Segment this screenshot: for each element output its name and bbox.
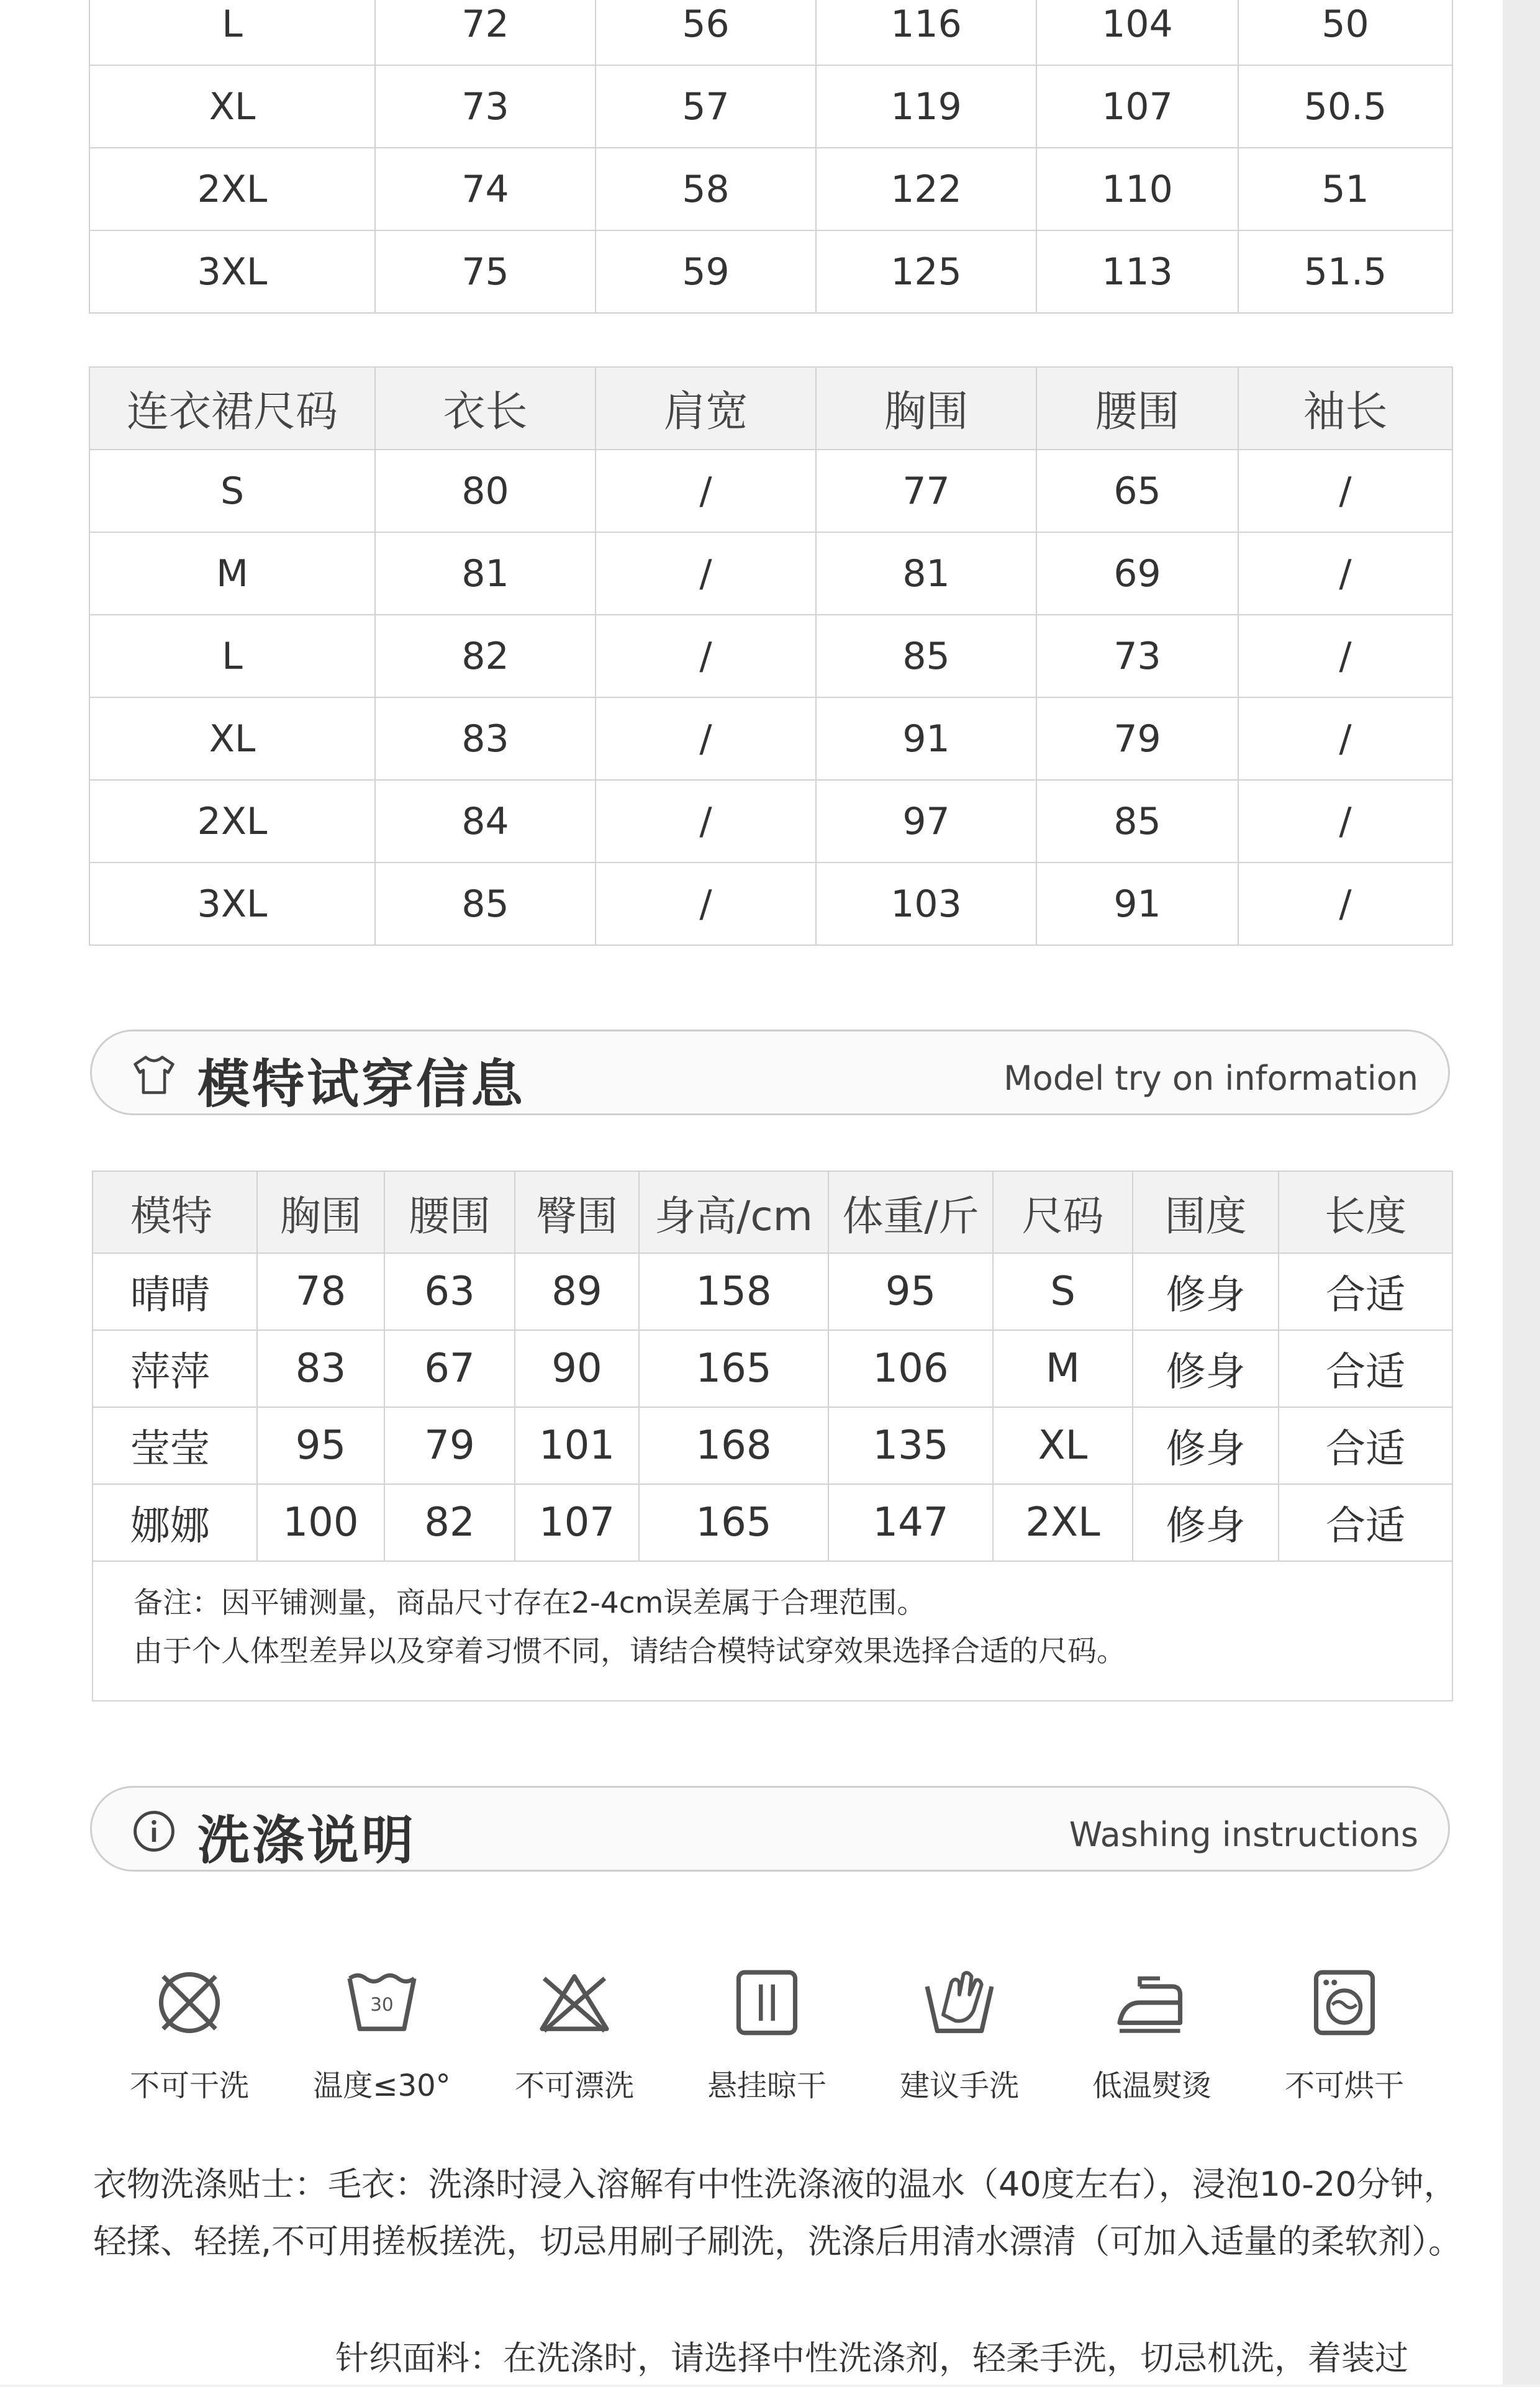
wash-item-hand-wash: 建议手洗 (872, 1962, 1046, 2104)
table-cell: / (596, 532, 816, 615)
wash-item-no-bleach: 不可漂洗 (487, 1962, 661, 2104)
table-cell: / (1238, 450, 1452, 532)
table-cell: / (1238, 863, 1452, 945)
table-header-cell: 胸围 (816, 367, 1036, 450)
table-cell: 77 (816, 450, 1036, 532)
table-header-cell: 衣长 (375, 367, 596, 450)
wash-item-wash-30: 30 温度≤30° (295, 1962, 469, 2104)
table-cell: 65 (1036, 450, 1238, 532)
table-row (93, 1253, 1452, 1330)
table-row (93, 1484, 1452, 1561)
table-cell: 84 (375, 780, 596, 863)
info-icon (130, 1808, 178, 1855)
table-cell: 147 (828, 1484, 993, 1561)
table-cell: 67 (384, 1330, 515, 1407)
low-iron-icon (1112, 1962, 1192, 2043)
table-cell: 106 (828, 1330, 993, 1407)
table-cell: 165 (639, 1330, 828, 1407)
table-cell: L (89, 615, 375, 697)
table-cell: / (596, 780, 816, 863)
table-cell: 修身 (1133, 1407, 1279, 1484)
wash-item-no-tumble-dry: 不可烘干 (1257, 1962, 1431, 2104)
table-cell: 95 (828, 1253, 993, 1330)
table-cell: M (993, 1330, 1133, 1407)
table-cell: 89 (515, 1253, 639, 1330)
table-cell: 158 (639, 1253, 828, 1330)
table-cell: 110 (1036, 148, 1238, 230)
table-row (89, 230, 1452, 313)
table-cell: 107 (1036, 65, 1238, 148)
table-row (89, 532, 1452, 615)
table-cell: 73 (1036, 615, 1238, 697)
table-header-cell: 腰围 (1036, 367, 1238, 450)
table-cell: 85 (1036, 780, 1238, 863)
table-cell: 100 (257, 1484, 384, 1561)
table-cell: 莹莹 (93, 1407, 257, 1484)
table-cell: 合适 (1279, 1407, 1452, 1484)
table-header-cell: 模特 (93, 1171, 257, 1253)
table-header-cell: 长度 (1279, 1171, 1452, 1253)
svg-text:30: 30 (370, 1994, 394, 2015)
table-cell: 59 (596, 230, 816, 313)
table-cell: 3XL (89, 863, 375, 945)
washing-banner (90, 1786, 1450, 1872)
table-cell: 103 (816, 863, 1036, 945)
table-row (89, 615, 1452, 697)
no-tumble-dry-icon (1304, 1962, 1385, 2043)
washing-title: 洗涤说明 (197, 1810, 417, 1871)
washing-subtitle: Washing instructions (1069, 1815, 1418, 1854)
wash-item-hang-dry: 悬挂晾干 (680, 1962, 854, 2104)
knit-fabric-tips: 针织面料：在洗涤时，请选择中性洗涤剂，轻柔手洗，切忌机洗，着装过 (335, 2339, 1408, 2378)
table-row (89, 697, 1452, 780)
table-row (93, 1330, 1452, 1407)
table-cell: / (1238, 780, 1452, 863)
table-cell: M (89, 532, 375, 615)
table-row (89, 863, 1452, 945)
table-header-cell: 围度 (1133, 1171, 1279, 1253)
hang-dry-icon (727, 1962, 807, 2043)
table-header-row (93, 1171, 1452, 1253)
table-cell: 165 (639, 1484, 828, 1561)
table-cell: 合适 (1279, 1253, 1452, 1330)
table-cell: 135 (828, 1407, 993, 1484)
table-header-cell: 连衣裙尺码 (89, 367, 375, 450)
no-bleach-icon (534, 1962, 615, 2043)
table-cell: 104 (1036, 0, 1238, 65)
table-cell: / (596, 615, 816, 697)
table-cell: 116 (816, 0, 1036, 65)
table-cell: 80 (375, 450, 596, 532)
table-header-cell: 腰围 (384, 1171, 515, 1253)
table-cell: 63 (384, 1253, 515, 1330)
washing-tips: 衣物洗涤贴士：毛衣：洗涤时浸入溶解有中性洗涤液的温水（40度左右），浸泡10-20分钟，轻揉、轻搓,不可用搓板搓洗，切忌用刷子刷洗，洗涤后用清水漂清（可加入适量的柔软剂）。 (93, 2165, 1462, 2261)
table-cell: 2XL (89, 780, 375, 863)
table-header-cell: 臀围 (515, 1171, 639, 1253)
model-info-banner (90, 1030, 1450, 1115)
table-cell: 58 (596, 148, 816, 230)
table-header-cell: 尺码 (993, 1171, 1133, 1253)
table-cell: XL (89, 697, 375, 780)
table-cell: 85 (816, 615, 1036, 697)
table-cell: 51.5 (1238, 230, 1452, 313)
wash-item-no-dry-clean: 不可干洗 (102, 1962, 276, 2104)
table-cell: 91 (1036, 863, 1238, 945)
table-cell: 合适 (1279, 1330, 1452, 1407)
table-header-cell: 肩宽 (596, 367, 816, 450)
table-row (89, 450, 1452, 532)
table-cell: 119 (816, 65, 1036, 148)
model-table (92, 1171, 1453, 1701)
page-edge (1503, 0, 1540, 2385)
table-header-cell: 体重/斤 (828, 1171, 993, 1253)
table-cell: S (89, 450, 375, 532)
table-row (89, 148, 1452, 230)
table-cell: 122 (816, 148, 1036, 230)
table-row (89, 780, 1452, 863)
note-line-1: 备注：因平铺测量，商品尺寸存在2-4cm误差属于合理范围。 (134, 1586, 926, 1620)
table-cell: 90 (515, 1330, 639, 1407)
hand-wash-icon (919, 1962, 1000, 2043)
table-cell: 萍萍 (93, 1330, 257, 1407)
table-cell: 82 (375, 615, 596, 697)
table-cell: XL (89, 65, 375, 148)
table-cell: 50 (1238, 0, 1452, 65)
table-cell: 85 (375, 863, 596, 945)
table-cell: / (1238, 697, 1452, 780)
table-cell: 91 (816, 697, 1036, 780)
table-cell: 69 (1036, 532, 1238, 615)
table-cell: XL (993, 1407, 1133, 1484)
table-row (93, 1407, 1452, 1484)
model-info-title: 模特试穿信息 (197, 1054, 526, 1115)
no-dry-clean-icon (149, 1962, 230, 2043)
table-cell: S (993, 1253, 1133, 1330)
table-cell: 74 (375, 148, 596, 230)
table-cell: 娜娜 (93, 1484, 257, 1561)
note-line-2: 由于个人体型差异以及穿着习惯不同，请结合模特试穿效果选择合适的尺码。 (134, 1634, 1126, 1669)
table-cell: 75 (375, 230, 596, 313)
table-cell: 3XL (89, 230, 375, 313)
note-row (93, 1561, 1452, 1701)
wash-item-low-iron: 低温熨烫 (1065, 1962, 1239, 2104)
table-cell: 72 (375, 0, 596, 65)
table-cell: 73 (375, 65, 596, 148)
table-cell: 168 (639, 1407, 828, 1484)
table-cell: / (1238, 615, 1452, 697)
table-cell: 81 (375, 532, 596, 615)
table-cell: 97 (816, 780, 1036, 863)
table-cell: 82 (384, 1484, 515, 1561)
dress-size-table (89, 366, 1453, 946)
table-cell: 合适 (1279, 1484, 1452, 1561)
table-cell: L (89, 0, 375, 65)
table-cell: 83 (257, 1330, 384, 1407)
table-cell: 107 (515, 1484, 639, 1561)
table-cell: 125 (816, 230, 1036, 313)
table-header-cell: 胸围 (257, 1171, 384, 1253)
table-cell: 95 (257, 1407, 384, 1484)
table-row (89, 65, 1452, 148)
table-cell: 78 (257, 1253, 384, 1330)
table-cell: 113 (1036, 230, 1238, 313)
table-row (89, 0, 1452, 65)
measurement-note (93, 1561, 1452, 1701)
table-cell: 51 (1238, 148, 1452, 230)
table-cell: / (596, 697, 816, 780)
table-cell: / (596, 450, 816, 532)
table-cell: 2XL (993, 1484, 1133, 1561)
table-cell: 79 (384, 1407, 515, 1484)
table-cell: 101 (515, 1407, 639, 1484)
table-cell: / (1238, 532, 1452, 615)
table-cell: 修身 (1133, 1484, 1279, 1561)
table-header-cell: 身高/cm (639, 1171, 828, 1253)
top-size-table (89, 0, 1453, 314)
table-header-row (89, 367, 1452, 450)
wash-icons (93, 1962, 1422, 2105)
table-cell: 56 (596, 0, 816, 65)
table-cell: 81 (816, 532, 1036, 615)
table-header-cell: 袖长 (1238, 367, 1452, 450)
table-cell: 50.5 (1238, 65, 1452, 148)
model-info-subtitle: Model try on information (1003, 1059, 1418, 1098)
tshirt-icon (130, 1051, 178, 1098)
table-cell: 2XL (89, 148, 375, 230)
table-cell: 修身 (1133, 1330, 1279, 1407)
table-cell: 83 (375, 697, 596, 780)
table-cell: / (596, 863, 816, 945)
wash-30-icon (342, 1962, 422, 2043)
table-cell: 57 (596, 65, 816, 148)
table-cell: 79 (1036, 697, 1238, 780)
table-cell: 修身 (1133, 1253, 1279, 1330)
table-cell: 晴晴 (93, 1253, 257, 1330)
